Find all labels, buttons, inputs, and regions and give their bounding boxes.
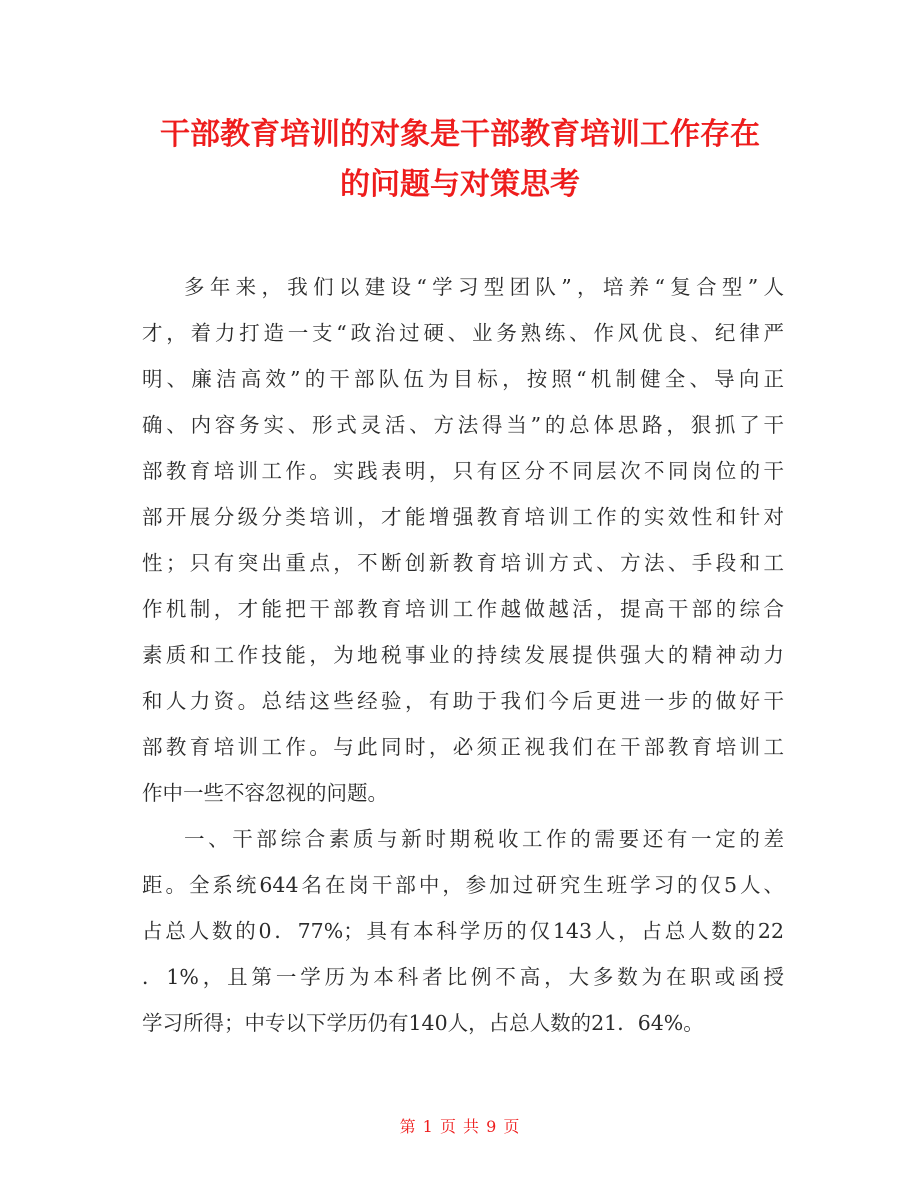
paragraph-line: 和人力资。总结这些经验，有助于我们今后更进一步的做好干	[142, 689, 784, 713]
document-title	[100, 110, 820, 210]
page-number-footer: 第 1 页 共 9 页	[399, 1117, 521, 1136]
paragraph-line: 占总人数的0．77%；具有本科学历的仅143人，占总人数的22	[142, 919, 784, 943]
document-body	[142, 264, 784, 1046]
paragraph-line: 距。全系统644名在岗干部中，参加过研究生班学习的仅5人、	[142, 873, 784, 897]
paragraph-line: 确、内容务实、形式灵活、方法得当”的总体思路，狠抓了干	[142, 413, 784, 437]
paragraph-line: 明、廉洁高效”的干部队伍为目标，按照“机制健全、导向正	[142, 367, 784, 391]
paragraph-line: 素质和工作技能，为地税事业的持续发展提供强大的精神动力	[142, 643, 784, 667]
paragraph-line: 才，着力打造一支“政治过硬、业务熟练、作风优良、纪律严	[142, 321, 784, 345]
title-line-2: 的问题与对策思考	[340, 167, 580, 202]
paragraph-line: 性；只有突出重点，不断创新教育培训方式、方法、手段和工	[142, 551, 784, 575]
paragraph-line: 一、干部综合素质与新时期税收工作的需要还有一定的差	[184, 827, 784, 851]
paragraph-line: 部教育培训工作。与此同时，必须正视我们在干部教育培训工	[142, 735, 784, 759]
title-line-1: 干部教育培训的对象是干部教育培训工作存在	[160, 117, 760, 152]
paragraph-line: ．1%，且第一学历为本科者比例不高，大多数为在职或函授	[142, 965, 784, 989]
paragraph-1	[142, 264, 784, 816]
paragraph-2	[142, 816, 784, 1046]
paragraph-line: 作机制，才能把干部教育培训工作越做越活，提高干部的综合	[142, 597, 784, 621]
paragraph-line: 部开展分级分类培训，才能增强教育培训工作的实效性和针对	[142, 505, 784, 529]
paragraph-line: 多年来，我们以建设“学习型团队”，培养“复合型”人	[184, 275, 784, 299]
paragraph-line: 部教育培训工作。实践表明，只有区分不同层次不同岗位的干	[142, 459, 784, 483]
paragraph-line: 学习所得；中专以下学历仍有140人，占总人数的21．64%。	[142, 1011, 704, 1035]
paragraph-line: 作中一些不容忽视的问题。	[142, 781, 388, 805]
